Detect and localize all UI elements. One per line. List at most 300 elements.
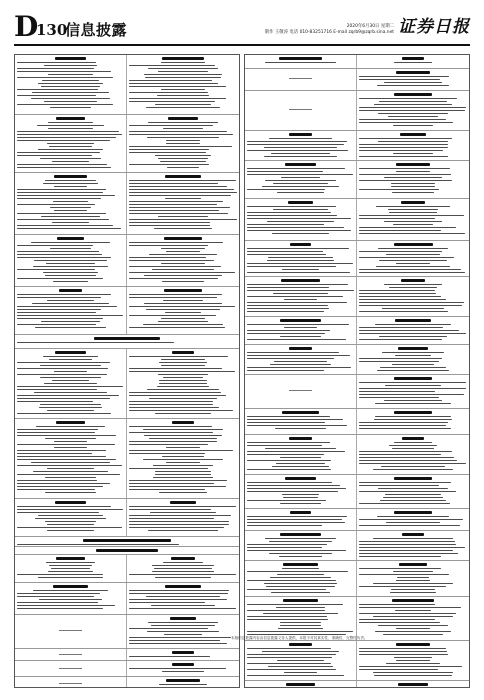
text-line [129, 192, 237, 193]
text-line [47, 300, 95, 301]
clause-heading [394, 243, 433, 246]
text-line [129, 426, 212, 427]
text-line [271, 153, 330, 154]
clause-heading [171, 557, 195, 560]
clause-heading [94, 337, 160, 340]
text-line [359, 230, 441, 231]
text-line [161, 248, 204, 249]
text-line [359, 654, 448, 655]
text-line [359, 491, 456, 492]
text-line [44, 383, 97, 384]
text-line [281, 177, 319, 178]
text-line [17, 204, 95, 205]
text-line [129, 92, 208, 93]
text-line [282, 568, 319, 569]
date-line: 2020年6月30日 星期二 [346, 24, 394, 29]
text-line [151, 605, 214, 606]
text-line [17, 164, 107, 165]
text-line [247, 648, 331, 649]
text-line [393, 125, 433, 126]
text-line [129, 266, 221, 267]
text-line [247, 266, 336, 267]
clause-heading [396, 163, 430, 166]
text-line [143, 429, 223, 430]
text-line [262, 651, 339, 652]
text-line [129, 371, 235, 372]
clause-heading [281, 279, 320, 282]
text-line [247, 227, 344, 228]
text-line [277, 660, 324, 661]
text-line [129, 527, 224, 528]
text-line [158, 216, 208, 217]
clause-heading [402, 57, 423, 60]
text-line [393, 224, 433, 225]
text-line [145, 77, 220, 78]
text-line [359, 174, 451, 175]
text-line [129, 608, 236, 609]
text-line [158, 321, 207, 322]
text-line [17, 368, 108, 369]
text-line [267, 260, 335, 261]
empty-cell-dash [289, 78, 311, 79]
text-line [247, 168, 345, 169]
clause-heading [53, 585, 87, 588]
revised-clause-cell [357, 131, 469, 160]
text-line [373, 616, 453, 617]
table-row [245, 375, 469, 409]
text-line [148, 622, 219, 623]
text-line [17, 89, 98, 90]
text-line [359, 168, 450, 169]
text-line [162, 456, 203, 457]
text-line [41, 216, 99, 217]
text-line [359, 604, 435, 605]
text-line [247, 482, 332, 483]
text-line [17, 245, 93, 246]
text-line [144, 435, 223, 436]
text-line [17, 306, 117, 307]
text-line [375, 631, 452, 632]
text-line [17, 527, 122, 528]
clause-heading [289, 347, 312, 350]
text-line [17, 608, 103, 609]
text-line [380, 500, 447, 501]
text-line [162, 671, 204, 672]
text-line [394, 62, 432, 63]
text-line [160, 161, 207, 162]
text-line [277, 192, 323, 193]
revised-clause-cell [127, 173, 239, 234]
text-line [359, 305, 462, 306]
text-line [268, 666, 332, 667]
text-line [359, 463, 466, 464]
table-row [245, 69, 469, 91]
section-title: 信息披露 [65, 21, 128, 39]
text-line [146, 309, 220, 310]
text-line [264, 156, 337, 157]
text-line [129, 401, 213, 402]
text-line [359, 586, 446, 587]
text-line [247, 663, 331, 664]
text-line [129, 294, 222, 295]
text-line [385, 494, 441, 495]
text-line [48, 122, 93, 123]
text-line [17, 137, 116, 138]
text-line [247, 425, 347, 426]
text-line [50, 207, 91, 208]
text-line [17, 294, 111, 295]
text-line [40, 158, 100, 159]
original-clause-cell [15, 419, 127, 498]
newspaper-logo: 证券日报 [398, 17, 470, 37]
text-line [393, 571, 433, 572]
original-clause-cell [245, 475, 357, 508]
revised-clause-cell [357, 531, 469, 560]
text-line [129, 450, 233, 451]
text-line [384, 400, 441, 401]
text-line [17, 297, 101, 298]
text-line [49, 359, 93, 360]
text-line [129, 101, 215, 102]
text-line [247, 212, 331, 213]
revised-clause-cell [357, 241, 469, 276]
text-line [378, 141, 448, 142]
text-line [129, 483, 214, 484]
text-line [378, 488, 449, 489]
text-line [129, 245, 208, 246]
text-line [166, 140, 200, 141]
clause-heading [398, 347, 428, 350]
text-line [129, 297, 217, 298]
table-row [15, 537, 239, 547]
empty-cell-dash [289, 109, 311, 110]
text-line [154, 228, 212, 229]
text-line [17, 318, 103, 319]
text-line [359, 333, 466, 334]
text-line [50, 107, 90, 108]
text-line [47, 410, 93, 411]
right-disclosure-table [244, 54, 470, 688]
text-line [129, 518, 214, 519]
revised-clause-cell [127, 235, 239, 286]
table-row [15, 335, 239, 349]
original-clause-cell [245, 641, 357, 680]
text-line [247, 272, 350, 273]
text-line [52, 222, 90, 223]
text-line [52, 380, 88, 381]
text-line [129, 441, 217, 442]
text-line [129, 640, 220, 641]
text-line [269, 138, 332, 139]
text-line [359, 556, 441, 557]
text-line [166, 462, 200, 463]
table-row [245, 509, 469, 531]
text-line [17, 198, 101, 199]
text-line [377, 370, 449, 371]
merged-cell [15, 547, 239, 554]
text-line [148, 122, 219, 123]
masthead [14, 12, 470, 42]
text-line [151, 625, 216, 626]
text-line [247, 144, 344, 145]
text-line [272, 233, 329, 234]
text-line [247, 284, 348, 285]
original-clause-cell [245, 199, 357, 240]
text-line [17, 324, 96, 325]
text-line [129, 98, 226, 99]
text-line [17, 506, 111, 507]
text-line [40, 404, 102, 405]
text-line [359, 666, 462, 667]
text-line [147, 137, 220, 138]
text-line [34, 260, 106, 261]
text-line [247, 451, 345, 452]
text-line [54, 441, 86, 442]
text-line [40, 377, 102, 378]
text-line [376, 206, 451, 207]
text-line [144, 275, 222, 276]
clause-heading [395, 319, 431, 322]
text-line [17, 480, 97, 481]
clause-heading [55, 351, 85, 354]
text-line [129, 210, 219, 211]
text-line [359, 553, 458, 554]
text-line [157, 386, 209, 387]
original-clause-cell [15, 661, 127, 676]
text-line [33, 471, 109, 472]
text-line [247, 311, 324, 312]
text-line [48, 128, 93, 129]
text-line [39, 599, 102, 600]
text-line [17, 315, 123, 316]
text-line [34, 392, 107, 393]
clause-heading [398, 683, 427, 686]
text-line [129, 392, 221, 393]
text-line [386, 522, 441, 523]
text-line [17, 435, 116, 436]
text-line [129, 65, 215, 66]
text-line [17, 486, 103, 487]
text-line [247, 171, 323, 172]
text-line [359, 290, 435, 291]
text-line [359, 138, 452, 139]
text-line [247, 333, 325, 334]
clause-heading [288, 201, 314, 204]
text-line [247, 174, 353, 175]
text-line [375, 416, 452, 417]
text-line [247, 619, 328, 620]
text-line [32, 303, 108, 304]
text-line [17, 386, 123, 387]
text-line [389, 445, 437, 446]
revised-clause-cell [127, 499, 239, 536]
text-line [17, 596, 94, 597]
text-line [381, 466, 445, 467]
text-line [247, 469, 331, 470]
text-line [247, 616, 327, 617]
text-line [17, 62, 96, 63]
revised-clause-cell [357, 435, 469, 474]
text-line [155, 577, 212, 578]
original-clause-cell [245, 161, 357, 198]
text-line [247, 355, 350, 356]
text-line [33, 590, 109, 591]
text-line [167, 167, 199, 168]
clause-heading [289, 133, 312, 136]
text-line [161, 89, 204, 90]
clause-heading [280, 533, 321, 536]
text-line [155, 155, 211, 156]
text-line [39, 407, 101, 408]
text-line [359, 296, 441, 297]
clause-heading [283, 563, 318, 566]
revised-clause-cell [357, 509, 469, 530]
text-line [263, 613, 337, 614]
text-line [264, 583, 336, 584]
text-line [247, 290, 354, 291]
text-line [247, 654, 336, 655]
text-line [48, 571, 93, 572]
table-row [15, 287, 239, 335]
text-line [129, 306, 235, 307]
text-line [359, 233, 465, 234]
text-line [129, 80, 212, 81]
text-line [267, 221, 333, 222]
clause-heading [396, 71, 429, 74]
text-line [359, 425, 446, 426]
table-row [15, 677, 239, 688]
clause-heading [165, 175, 201, 178]
text-line [282, 494, 319, 495]
text-line [377, 516, 448, 517]
empty-cell-dash [289, 390, 311, 391]
revised-clause-cell [127, 115, 239, 172]
clause-heading [392, 599, 433, 602]
text-line [17, 401, 93, 402]
text-line [129, 368, 222, 369]
text-line [17, 389, 97, 390]
clause-heading [279, 57, 321, 60]
text-line [17, 398, 110, 399]
text-line [163, 562, 203, 563]
clause-heading [290, 243, 311, 246]
text-line [129, 219, 237, 220]
text-line [359, 119, 446, 120]
text-line [359, 451, 452, 452]
text-line [129, 637, 231, 638]
text-line [17, 95, 96, 96]
text-line [373, 583, 453, 584]
text-line [374, 104, 452, 105]
text-line [247, 657, 332, 658]
text-line [17, 225, 113, 226]
text-line [247, 516, 347, 517]
text-line [129, 524, 229, 525]
text-line [17, 251, 99, 252]
original-clause-cell [15, 677, 127, 688]
clause-heading [57, 237, 84, 240]
text-line [272, 466, 329, 467]
text-line [46, 263, 95, 264]
table-row [15, 55, 239, 115]
clause-heading [164, 237, 201, 240]
text-line [359, 107, 466, 108]
text-line [247, 442, 330, 443]
clause-heading [54, 175, 88, 178]
revised-clause-cell [357, 475, 469, 508]
text-line [373, 469, 453, 470]
text-line [359, 547, 465, 548]
original-clause-cell [245, 681, 357, 688]
clause-heading [56, 557, 84, 560]
text-line [247, 305, 328, 306]
text-line [359, 397, 439, 398]
text-line [17, 309, 101, 310]
text-line [129, 131, 227, 132]
text-line [247, 206, 336, 207]
text-line [247, 358, 334, 359]
text-line [247, 525, 322, 526]
text-line [395, 610, 431, 611]
text-line [247, 488, 346, 489]
text-line [392, 448, 433, 449]
clause-heading [172, 651, 194, 654]
text-line [17, 474, 120, 475]
text-line [129, 242, 223, 243]
text-line [36, 426, 106, 427]
text-line [268, 257, 333, 258]
text-line [383, 497, 443, 498]
text-line [359, 485, 439, 486]
original-clause-cell [15, 173, 127, 234]
text-line [17, 195, 115, 196]
text-line [148, 68, 218, 69]
text-line [17, 465, 122, 466]
text-line [359, 361, 439, 362]
text-line [247, 580, 336, 581]
text-line [247, 675, 344, 676]
text-line [17, 605, 115, 606]
merged-cell [15, 335, 239, 348]
text-line [359, 391, 435, 392]
text-line [45, 438, 96, 439]
text-line [274, 361, 326, 362]
text-line [394, 657, 432, 658]
text-line [161, 318, 205, 319]
text-line [17, 429, 98, 430]
text-line [159, 362, 207, 363]
table-row [245, 131, 469, 161]
text-line [144, 74, 221, 75]
text-line [376, 266, 450, 267]
text-line [159, 492, 207, 493]
text-line [164, 634, 202, 635]
clause-heading [401, 201, 426, 204]
text-line [275, 428, 326, 429]
original-clause-cell [15, 649, 127, 660]
text-line [17, 544, 179, 545]
text-line [129, 204, 217, 205]
table-row [245, 531, 469, 561]
text-line [32, 92, 109, 93]
text-line [247, 254, 326, 255]
clause-heading [283, 599, 317, 602]
text-line [129, 480, 227, 481]
text-line [389, 212, 438, 213]
text-line [17, 192, 103, 193]
text-line [157, 95, 209, 96]
text-line [247, 631, 353, 632]
